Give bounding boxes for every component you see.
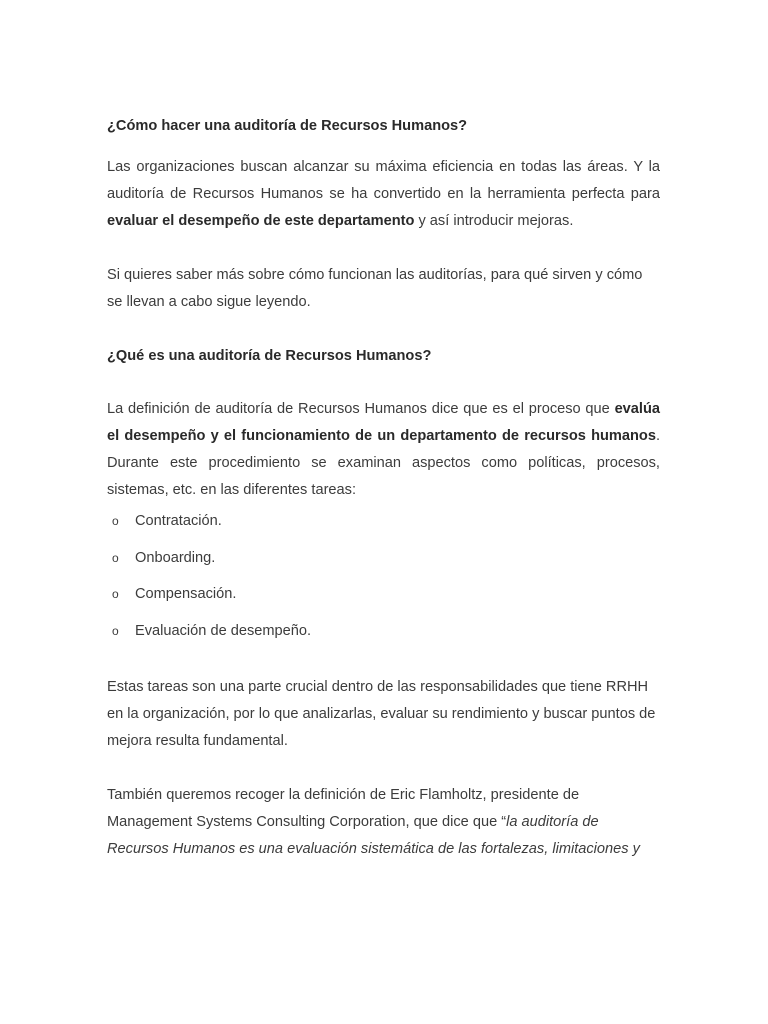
list-item — [107, 508, 660, 535]
list-item — [107, 618, 660, 645]
document-body — [107, 113, 660, 863]
paragraph-flamholtz — [107, 782, 660, 863]
paragraph-definicion — [107, 396, 660, 504]
paragraph-flamholtz-text: También queremos recoger la definición de Eric Flamholtz, presidente de Management Systems Consulting Corporation, que dice que “ — [107, 786, 580, 830]
paragraph-intro-bold: evaluar el desempeño de este departamento — [107, 213, 415, 229]
paragraph-tareas: Estas tareas son una parte crucial dentro de las responsabilidades que tiene RRHH en la organización, por lo que analizarlas, evaluar su rendimiento y buscar puntos de mejora resulta fundamental. — [107, 678, 656, 749]
paragraph-definicion-tail: . Durante este procedimiento se examinan aspectos como políticas, procesos, sistemas, etc. en las diferentes tareas: — [107, 428, 660, 498]
list-item-label: Onboarding. — [135, 549, 216, 566]
bullet-circle-icon: o — [112, 587, 119, 601]
bullet-circle-icon: o — [112, 550, 119, 565]
bullet-circle-icon: o — [112, 514, 119, 528]
paragraph-saber-mas: Si quieres saber más sobre cómo funcionan las auditorías, para qué sirven y cómo se llevan a cabo sigue leyendo. — [107, 267, 643, 310]
list-item — [107, 545, 660, 572]
paragraph-definicion-bold: evalúa el desempeño y el funcionamiento de un departamento de recursos humanos — [107, 401, 660, 444]
list-item — [107, 581, 660, 608]
tasks-list — [107, 508, 660, 645]
paragraph-intro-tail: y así introducir mejoras. — [414, 213, 574, 229]
heading-que-es-auditoria: ¿Qué es una auditoría de Recursos Humanos? — [107, 348, 432, 364]
paragraph-intro-text: Las organizaciones buscan alcanzar su máxima eficiencia en todas las áreas. Y la auditoría de Recursos Humanos se ha convertido en la herramienta perfecta para — [107, 159, 660, 202]
paragraph-flamholtz-quote: la auditoría de Recursos Humanos es una evaluación sistemática de las fortalezas, limitaciones y — [107, 813, 640, 857]
bullet-circle-icon: o — [112, 623, 119, 638]
paragraph-definicion-text: La definición de auditoría de Recursos Humanos dice que es el proceso que — [107, 401, 615, 417]
heading-como-hacer-auditoria: ¿Cómo hacer una auditoría de Recursos Humanos? — [107, 118, 468, 134]
list-item-label: Contratación. — [135, 513, 222, 529]
list-item-label: Compensación. — [135, 586, 237, 602]
paragraph-intro — [107, 154, 660, 235]
list-item-label: Evaluación de desempeño. — [135, 622, 312, 639]
